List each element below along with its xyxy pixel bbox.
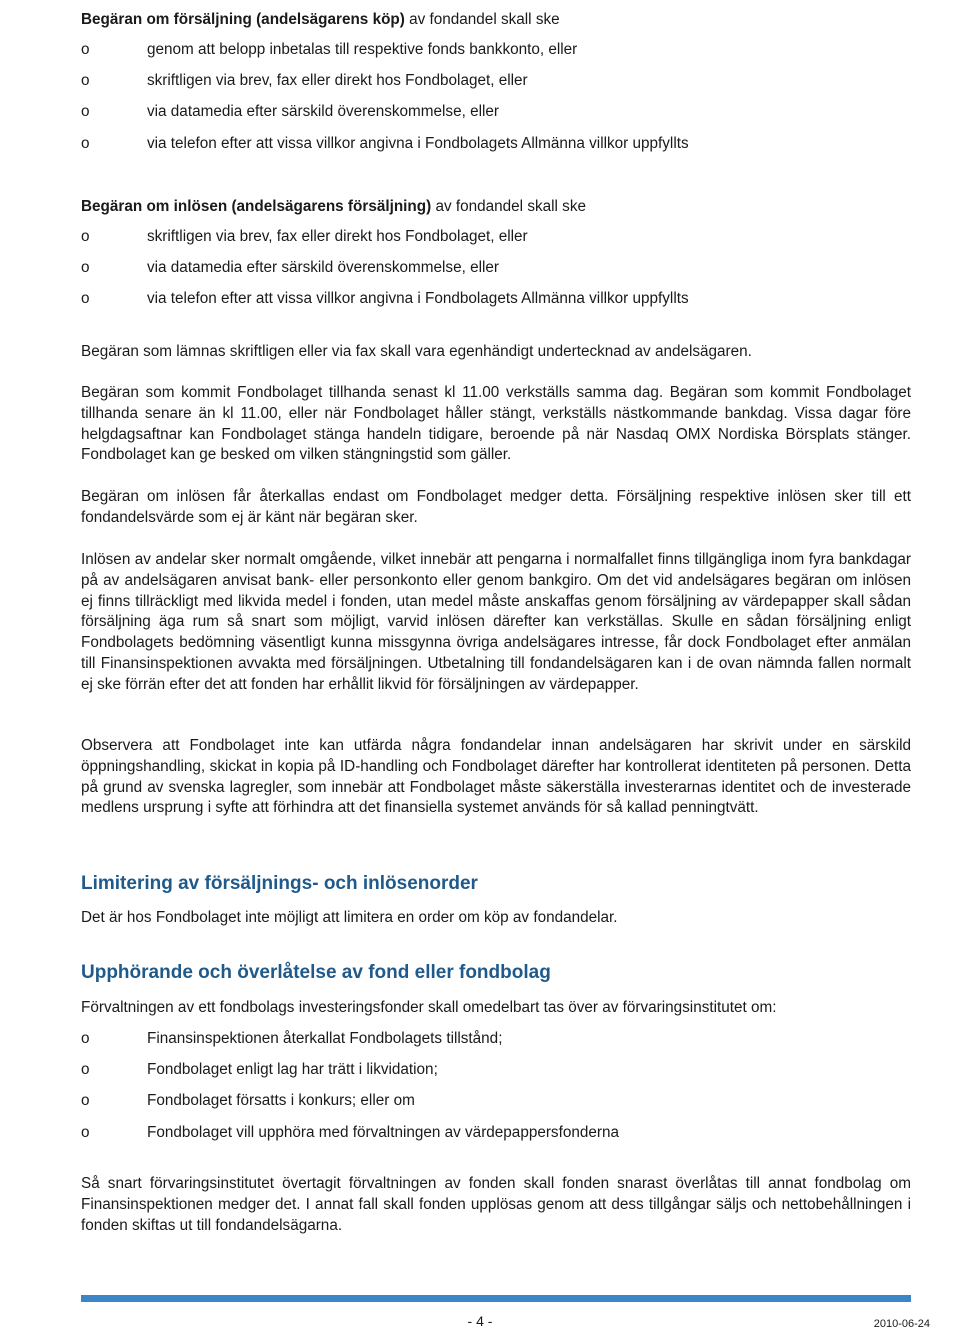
list-item xyxy=(81,102,911,133)
list-item-text: via datamedia efter särskild överenskommelse, eller xyxy=(147,103,499,121)
bullet-icon: o xyxy=(81,1123,90,1141)
sell-intro-rest: av fondandel skall ske xyxy=(404,11,560,28)
list-item xyxy=(81,1091,911,1122)
list-item-text: genom att belopp inbetalas till respektive fonds bankkonto, eller xyxy=(147,41,578,58)
redeem-intro xyxy=(81,197,586,218)
bullet-icon: o xyxy=(81,1030,90,1047)
redeem-list xyxy=(81,227,911,321)
sell-intro xyxy=(81,10,560,31)
page-number: - 4 - xyxy=(467,1313,493,1329)
paragraph-revoke: Begäran om inlösen får återkallas endast om Fondbolaget medger detta. Försäljning respektive inlösen sker till ett fondandelsvärde som ej är känt när begäran sker. xyxy=(81,488,911,526)
paragraph-redemption: Inlösen av andelar sker normalt omgående, vilket innebär att pengarna i normalfallet finns tillgängliga inom fyra bankdagar på av andelsägaren anvisat bank- eller personkonto eller genom bankgiro. Om det vid andelsägares begäran om inlösen ej finns tillräckligt med likvida medel i fonden, utan medel måste anskaffas genom försäljning av värdepapper skall sådan försäljning äga rum så snart som möjligt, varvid inlösen därefter kan verkställas. Skulle en sådan försäljning enligt Fondbolagets bedömning väsentligt kunna missgynna övriga andelsägares intresse, får dock Fondbolaget efter anmälan till Finansinspektionen avvakta med försäljningen. Utbetalning till fondandelsägaren kan i de ovan nämnda fallen normalt ej ske förrän efter det att fonden har erhållit likvid för försäljningen av värdepapper. xyxy=(81,551,911,693)
sell-intro-bold: Begäran om försäljning (andelsägarens köp) xyxy=(81,11,405,28)
list-item xyxy=(81,134,911,165)
bullet-icon: o xyxy=(81,290,90,308)
list-item-text: via datamedia efter särskild överenskommelse, eller xyxy=(147,259,499,277)
bullet-icon: o xyxy=(81,259,90,277)
termination-heading: Upphörande och överlåtelse av fond eller fondbolag xyxy=(81,962,551,983)
limit-heading: Limitering av försäljnings- och inlösenorder xyxy=(81,873,478,894)
list-item xyxy=(81,289,911,320)
paragraph-signature: Begäran som lämnas skriftligen eller via fax skall vara egenhändigt undertecknad av andelsägaren. xyxy=(81,343,752,360)
list-item-text: Fondbolaget vill upphöra med förvaltningen av värdepappersfonderna xyxy=(147,1123,619,1141)
termination-intro: Förvaltningen av ett fondbolags investeringsfonder skall omedelbart tas över av förvaringsinstitutet om: xyxy=(81,999,777,1016)
list-item xyxy=(81,40,911,71)
list-item-text: via telefon efter att vissa villkor angivna i Fondbolagets Allmänna villkor uppfyllts xyxy=(147,134,689,152)
list-item-text: skriftligen via brev, fax eller direkt hos Fondbolaget, eller xyxy=(147,228,528,245)
sell-list xyxy=(81,40,911,165)
bullet-icon: o xyxy=(81,72,90,90)
list-item xyxy=(81,227,911,258)
list-item xyxy=(81,258,911,289)
bullet-icon: o xyxy=(81,134,90,152)
list-item-text: via telefon efter att vissa villkor angivna i Fondbolagets Allmänna villkor uppfyllts xyxy=(147,290,689,308)
bullet-icon: o xyxy=(81,41,90,58)
limit-text: Det är hos Fondbolaget inte möjligt att limitera en order om köp av fondandelar. xyxy=(81,909,618,926)
footer-bar xyxy=(81,1295,911,1302)
list-item xyxy=(81,1123,911,1154)
bullet-icon: o xyxy=(81,1092,90,1110)
bullet-icon: o xyxy=(81,1061,90,1079)
termination-list xyxy=(81,1029,911,1154)
bullet-icon: o xyxy=(81,103,90,121)
list-item-text: Fondbolaget försatts i konkurs; eller om xyxy=(147,1092,415,1110)
list-item-text: Finansinspektionen återkallat Fondbolagets tillstånd; xyxy=(147,1030,503,1047)
list-item xyxy=(81,1029,911,1060)
list-item-text: skriftligen via brev, fax eller direkt hos Fondbolaget, eller xyxy=(147,72,528,90)
list-item-text: Fondbolaget enligt lag har trätt i likvidation; xyxy=(147,1061,438,1079)
list-item xyxy=(81,1060,911,1091)
list-item xyxy=(81,71,911,102)
redeem-intro-bold: Begäran om inlösen (andelsägarens försäljning) xyxy=(81,198,432,215)
redeem-intro-rest: av fondandel skall ske xyxy=(431,198,586,215)
bullet-icon: o xyxy=(81,228,90,245)
footer-date: 2010-06-24 xyxy=(873,1318,930,1330)
termination-closing: Så snart förvaringsinstitutet övertagit förvaltningen av fonden skall fonden snarast överlåtas till annat fondbolag om Finansinspektionen medger det. I annat fall skall fonden upplösas genom att dess tillgångar säljs och nettobehållningen i fonden skiftas ut till fondandelsägarna. xyxy=(81,1175,911,1234)
paragraph-cutoff: Begäran som kommit Fondbolaget tillhanda senast kl 11.00 verkställs samma dag. Begäran som kommit Fondbolaget tillhanda senare än kl 11.00, eller när Fondbolaget håller stängt, verkställs nästkommande bankdag. Vissa dagar före helgdagsaftnar kan Fondbolaget stänga handeln tidigare, beroende på när Nasdaq OMX Nordiska Börsplats stänger. Fondbolaget kan ge besked om vilken stängningstid som gäller. xyxy=(81,384,911,464)
paragraph-observe: Observera att Fondbolaget inte kan utfärda några fondandelar innan andelsägaren har skrivit under en särskild öppningshandling, skickat in kopia på ID-handling och Fondbolaget därefter har kontrollerat identiteten på personen. Detta på grund av svenska lagregler, som innebär att Fondbolaget måste säkerställa investerarnas identitet och de investerade medlens ursprung i syfte att förhindra att det finansiella systemet används för så kallad penningtvätt. xyxy=(81,737,911,817)
